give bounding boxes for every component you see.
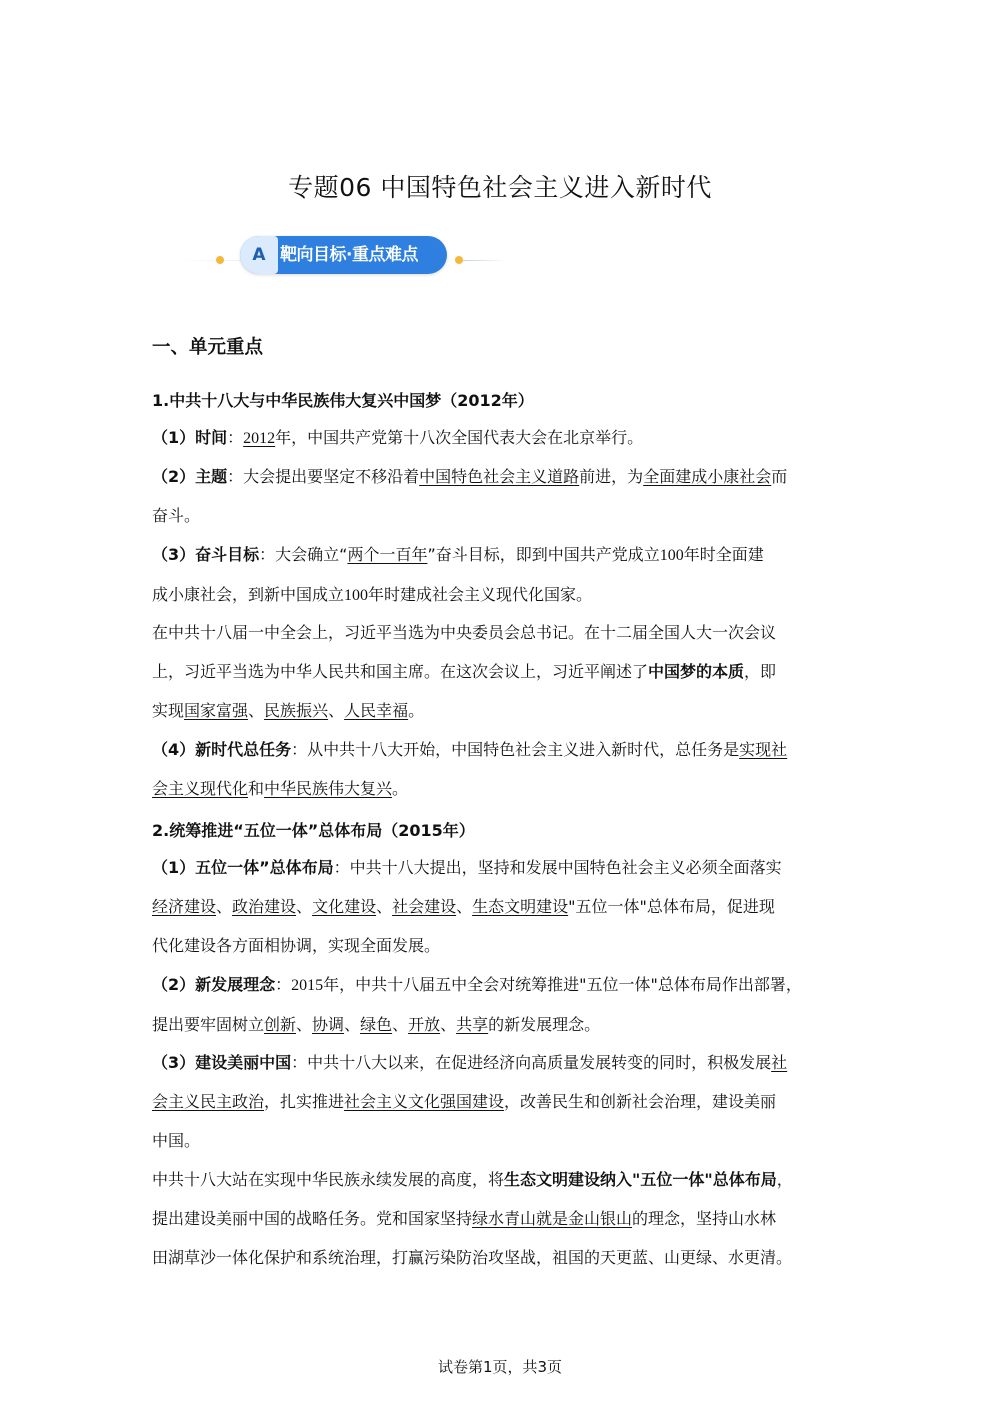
topic2-idea: （2）新发展理念：2015年，中共十八届五中全会对统筹推进"五位一体"总体布局作出部署， 提出要牢固树立创新、协调、绿色、开放、共享的新发展理念。 — [152, 975, 802, 1034]
page-title: 专题06 中国特色社会主义进入新时代 — [288, 173, 712, 202]
topic1-goal: （3）奋斗目标：大会确立“两个一百年”奋斗目标，即到中国共产党成立100年时全面建 成小康社会，到新中国成立100年时建成社会主义现代化国家。 — [152, 545, 764, 604]
section-banner — [170, 236, 510, 276]
banner-dot-left-icon — [216, 256, 224, 264]
banner-line-right — [458, 260, 508, 261]
topic1-time: （1）时间：2012年，中国共产党第十八次全国代表大会在北京举行。 — [152, 428, 644, 447]
topic2-heading: 2.统筹推进“五位一体”总体布局（2015年） — [152, 821, 475, 840]
banner-dot-right-icon — [455, 256, 463, 264]
topic1-heading: 1.中共十八大与中华民族伟大复兴中国梦（2012年） — [152, 391, 534, 410]
topic1-paragraph: 在中共十八届一中全会上，习近平当选为中央委员会总书记。在十二届全国人大一次会议 上，习近平当选为中华人民共和国主席。在这次会议上，习近平阐述了中国梦的本质，即 实现国家富强、民族振兴、人民幸福。 — [152, 623, 777, 720]
banner-badge: A — [240, 236, 278, 274]
topic1-theme: （2）主题：大会提出要坚定不移沿着中国特色社会主义道路前进，为全面建成小康社会而 奋斗。 — [152, 467, 788, 525]
topic1-task: （4）新时代总任务：从中共十八大开始，中国特色社会主义进入新时代，总任务是实现社 会主义现代化和中华民族伟大复兴。 — [152, 740, 788, 798]
topic2-paragraph: 中共十八大站在实现中华民族永续发展的高度，将生态文明建设纳入"五位一体"总体布局， 提出建设美丽中国的战略任务。党和国家坚持绿水青山就是金山银山的理念，坚持山水林 田湖草沙一体化保护和系统治理，打赢污染防治攻坚战，祖国的天更蓝、山更绿、水更清。 — [152, 1170, 793, 1267]
section-heading: 一、单元重点 — [152, 337, 264, 358]
page-footer: 试卷第1页，共3页 — [437, 1358, 563, 1376]
topic2-layout: （1）五位一体”总体布局：中共十八大提出，坚持和发展中国特色社会主义必须全面落实 经济建设、政治建设、文化建设、社会建设、生态文明建设"五位一体"总体布局，促进现 代化建设各方面相协调，实现全面发展。 — [152, 858, 782, 955]
topic2-beautiful-china: （3）建设美丽中国：中共十八大以来，在促进经济向高质量发展转变的同时，积极发展社 会主义民主政治，扎实推进社会主义文化强国建设，改善民生和创新社会治理，建设美丽 中国。 — [152, 1053, 788, 1150]
banner-label: 靶向目标·重点难点 — [280, 245, 418, 265]
